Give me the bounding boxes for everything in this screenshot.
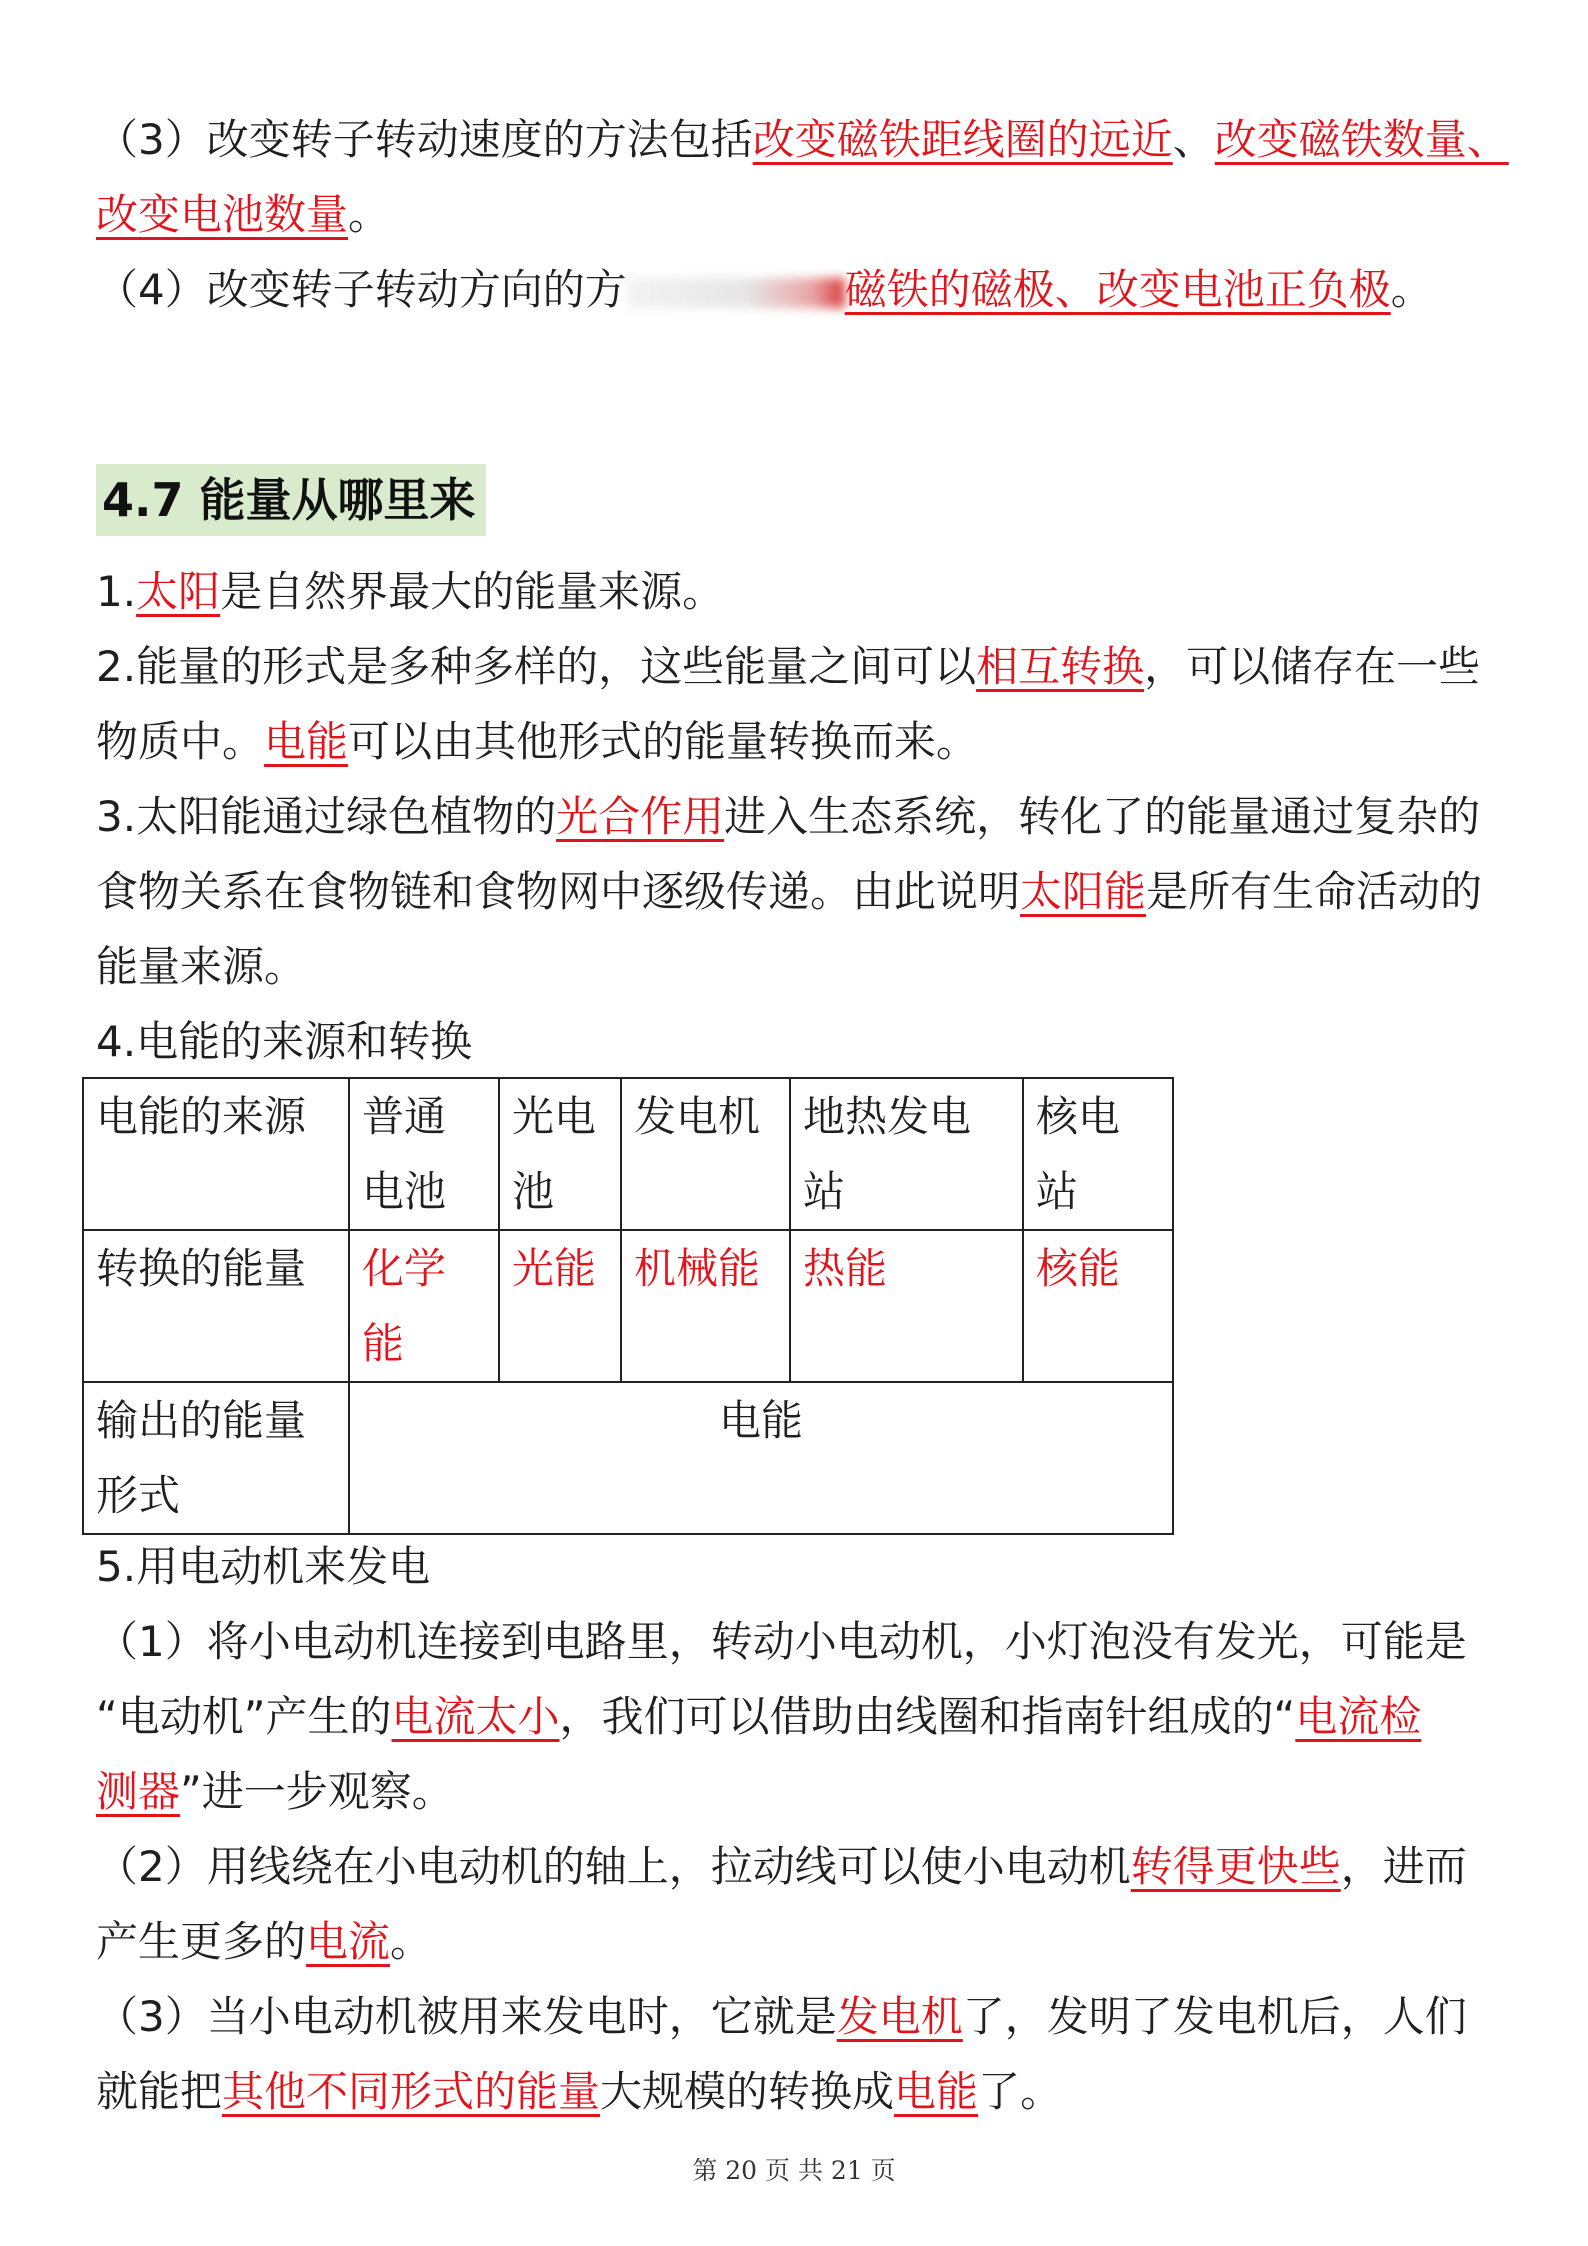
table-cell: 地热发电站 [790, 1078, 1023, 1230]
table-cell: 光电池 [499, 1078, 621, 1230]
table-cell: 转换的能量 [83, 1230, 349, 1382]
table-cell: 发电机 [621, 1078, 790, 1230]
point-5-3-line-1 [96, 1987, 1467, 2047]
answer: 测器 [96, 1767, 181, 1816]
answer: 太阳能 [1020, 867, 1147, 916]
text: 进入生态系统，转化了的能量通过复杂的 [724, 792, 1481, 841]
text: 可以由其他形式的能量转换而来。 [348, 717, 979, 766]
text: 了，发明了发电机后，人们 [962, 1992, 1467, 2041]
answer: 发电机 [836, 1992, 963, 2041]
answer: 电流检 [1295, 1692, 1422, 1741]
text: ”进一步观察。 [180, 1767, 454, 1816]
table-row [83, 1382, 1173, 1534]
table-cell: 化学能 [349, 1230, 499, 1382]
text: 食物关系在食物链和食物网中逐级传递。由此说明 [96, 867, 1021, 916]
text: （2）用线绕在小电动机的轴上，拉动线可以使小电动机 [96, 1842, 1131, 1891]
point-5-1-line-2 [96, 1687, 1421, 1747]
answer: 磁铁的磁极、改变电池正负极 [844, 265, 1391, 314]
point-2-line-1 [96, 637, 1480, 697]
page-footer: 第 20 页 共 21 页 [692, 2156, 896, 2185]
answer: 改变磁铁数量、 [1214, 115, 1509, 164]
energy-table [82, 1077, 1174, 1535]
prev-line-3b [96, 185, 390, 245]
answer: 其他不同形式的能量 [222, 2067, 601, 2116]
answer: 相互转换 [976, 642, 1145, 691]
table-cell: 电能 [349, 1382, 1173, 1534]
text: 1. [96, 567, 137, 616]
point-3-line-2 [96, 862, 1482, 922]
text: 。 [390, 1917, 433, 1966]
text: 就能把 [96, 2067, 223, 2116]
table-row [83, 1078, 1173, 1230]
table-cell: 光能 [499, 1230, 621, 1382]
point-5-1-line-3 [96, 1762, 454, 1822]
answer: 光合作用 [556, 792, 725, 841]
point-1 [96, 562, 724, 622]
prev-line-3 [96, 110, 1509, 170]
table-cell: 机械能 [621, 1230, 790, 1382]
point-2-line-2 [96, 712, 978, 772]
text: 了。 [978, 2067, 1063, 2116]
answer: 电能 [894, 2067, 979, 2116]
table-cell: 热能 [790, 1230, 1023, 1382]
table-cell: 电能的来源 [83, 1078, 349, 1230]
answer: 太阳 [136, 567, 221, 616]
table-cell: 核电站 [1023, 1078, 1173, 1230]
text: 大规模的转换成 [600, 2067, 895, 2116]
text: 、 [1172, 115, 1215, 164]
answer: 电能 [264, 717, 349, 766]
text: ，进而 [1340, 1842, 1467, 1891]
text: 。 [348, 190, 391, 239]
table-cell: 输出的能量形式 [83, 1382, 349, 1534]
text: “电动机”产生的 [96, 1692, 392, 1741]
text: 是所有生命活动的 [1146, 867, 1483, 916]
answer: 电流 [306, 1917, 391, 1966]
text: ，可以储存在一些 [1144, 642, 1481, 691]
text: 是自然界最大的能量来源。 [220, 567, 725, 616]
text: 2.能量的形式是多种多样的，这些能量之间可以 [96, 642, 977, 691]
answer: 改变电池数量 [96, 190, 349, 239]
text: （3）当小电动机被用来发电时，它就是 [96, 1992, 837, 2041]
point-4-title: 4.电能的来源和转换 [96, 1017, 473, 1066]
point-3-line-3: 能量来源。 [96, 942, 307, 991]
table-cell: 核能 [1023, 1230, 1173, 1382]
section-title: 4.7 能量从哪里来 [96, 464, 486, 536]
answer: 转得更快些 [1130, 1842, 1341, 1891]
redacted-blur [627, 278, 845, 308]
point-5-3-line-2 [96, 2062, 1062, 2122]
text: 物质中。 [96, 717, 265, 766]
table-row [83, 1230, 1173, 1382]
text: （4）改变转子转动方向的方 [96, 265, 627, 314]
point-5-2-line-1 [96, 1837, 1467, 1897]
text: （3）改变转子转动速度的方法包括 [96, 115, 753, 164]
prev-line-4 [96, 260, 1433, 320]
point-3-line-1 [96, 787, 1480, 847]
table-cell: 普通电池 [349, 1078, 499, 1230]
text: 。 [1390, 265, 1433, 314]
point-5-1-line-1: （1）将小电动机连接到电路里，转动小电动机，小灯泡没有发光，可能是 [96, 1617, 1467, 1666]
point-5-title: 5.用电动机来发电 [96, 1542, 431, 1591]
answer: 电流太小 [391, 1692, 560, 1741]
point-5-2-line-2 [96, 1912, 432, 1972]
answer: 改变磁铁距线圈的远近 [752, 115, 1173, 164]
text: ，我们可以借助由线圈和指南针组成的“ [559, 1692, 1296, 1741]
text: 产生更多的 [96, 1917, 307, 1966]
text: 3.太阳能通过绿色植物的 [96, 792, 557, 841]
